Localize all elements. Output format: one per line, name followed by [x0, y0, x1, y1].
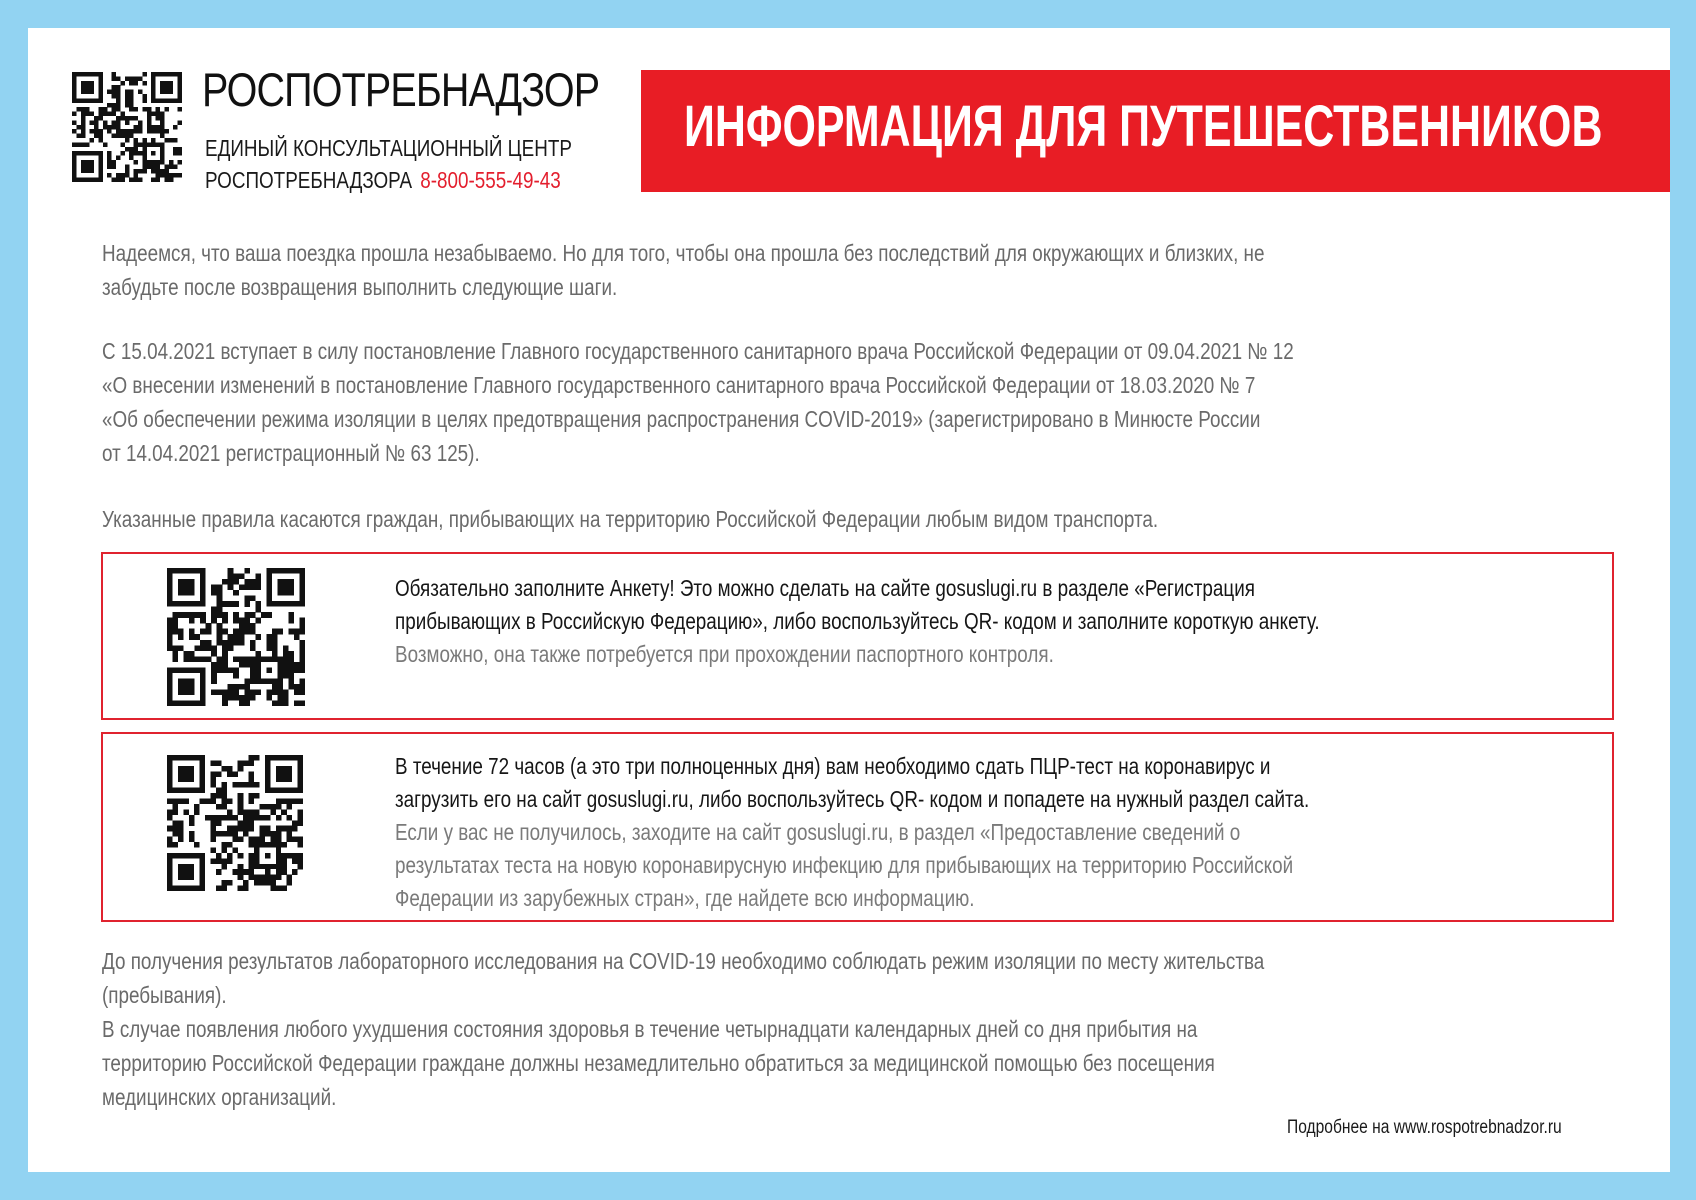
- step-text: [395, 750, 1309, 915]
- text-line: «О внесении изменений в постановление Главного государственного санитарного врача Российской Федерации от 18.03.2020 № 7: [102, 372, 1256, 398]
- title-banner: [641, 70, 1670, 192]
- closing-paragraph: [102, 944, 1496, 1114]
- text-line: (пребывания).: [102, 982, 227, 1008]
- intro-paragraph-1: [102, 236, 1496, 304]
- consult-center-line1: ЕДИНЫЙ КОНСУЛЬТАЦИОННЫЙ ЦЕНТР: [205, 135, 572, 161]
- consult-center-org: РОСПОТРЕБНАДЗОРА: [205, 167, 413, 193]
- text-line: забудьте после возвращения выполнить следующие шаги.: [102, 274, 618, 300]
- brand-name: РОСПОТРЕБНАДЗОР: [202, 63, 600, 116]
- step-main-line: прибывающих в Российскую Федерацию», либо воспользуйтесь QR- кодом и заполните короткую анкету.: [395, 608, 1320, 634]
- intro-paragraph-2: [102, 334, 1496, 470]
- step-note-line: Федерации из зарубежных стран», где найдете всю информацию.: [395, 885, 975, 911]
- step-main-line: Обязательно заполните Анкету! Это можно сделать на сайте gosuslugi.ru в разделе «Регистрация: [395, 575, 1255, 601]
- step-note-line: Возможно, она также потребуется при прохождении паспортного контроля.: [395, 641, 1054, 667]
- text-line: Надеемся, что ваша поездка прошла незабываемо. Но для того, чтобы она прошла без последствий для окружающих и близких, не: [102, 240, 1265, 266]
- text-line: медицинских организаций.: [102, 1084, 337, 1110]
- step-main-line: В течение 72 часов (а это три полноценных дня) вам необходимо сдать ПЦР-тест на коронавирус и: [395, 753, 1271, 779]
- text-line: «Об обеспечении режима изоляции в целях предотвращения распространения COVID-2019» (зарегистрировано в Минюсте России: [102, 406, 1261, 432]
- text-line: В случае появления любого ухудшения состояния здоровья в течение четырнадцати календарных дней со дня прибытия на: [102, 1016, 1198, 1042]
- step-box-pcr-test: [101, 732, 1614, 922]
- header-qr-code-icon[interactable]: [72, 72, 182, 182]
- hotline-phone[interactable]: 8-800-555-49-43: [420, 167, 561, 193]
- text-line: С 15.04.2021 вступает в силу постановление Главного государственного санитарного врача Российской Федерации от 09.04.2021 № 12: [102, 338, 1294, 364]
- text-line: До получения результатов лабораторного исследования на COVID-19 необходимо соблюдать режим изоляции по месту жительства: [102, 948, 1265, 974]
- more-info-link[interactable]: Подробнее на www.rospotrebnadzor.ru: [1287, 1117, 1562, 1138]
- consult-center-line2: [205, 169, 561, 192]
- step-note-line: результатах теста на новую коронавирусную инфекцию для прибывающих на территорию Российской: [395, 852, 1294, 878]
- text-line: Указанные правила касаются граждан, прибывающих на территорию Российской Федерации любым видом транспорта.: [102, 506, 1159, 532]
- step-note-line: Если у вас не получилось, заходите на сайт gosuslugi.ru, в раздел «Предоставление сведений о: [395, 819, 1241, 845]
- qr-code-icon[interactable]: [167, 568, 305, 706]
- qr-code-icon[interactable]: [167, 755, 303, 891]
- step-box-questionnaire: [101, 552, 1614, 720]
- page-title: ИНФОРМАЦИЯ ДЛЯ ПУТЕШЕСТВЕННИКОВ: [684, 94, 1603, 159]
- text-line: от 14.04.2021 регистрационный № 63 125).: [102, 440, 480, 466]
- text-line: территорию Российской Федерации граждане должны незамедлительно обратиться за медицинской помощью без посещения: [102, 1050, 1215, 1076]
- step-main-line: загрузить его на сайт gosuslugi.ru, либо воспользуйтесь QR- кодом и попадете на нужный раздел сайта.: [395, 786, 1310, 812]
- step-text: [395, 572, 1320, 671]
- intro-paragraph-3: [102, 502, 1496, 536]
